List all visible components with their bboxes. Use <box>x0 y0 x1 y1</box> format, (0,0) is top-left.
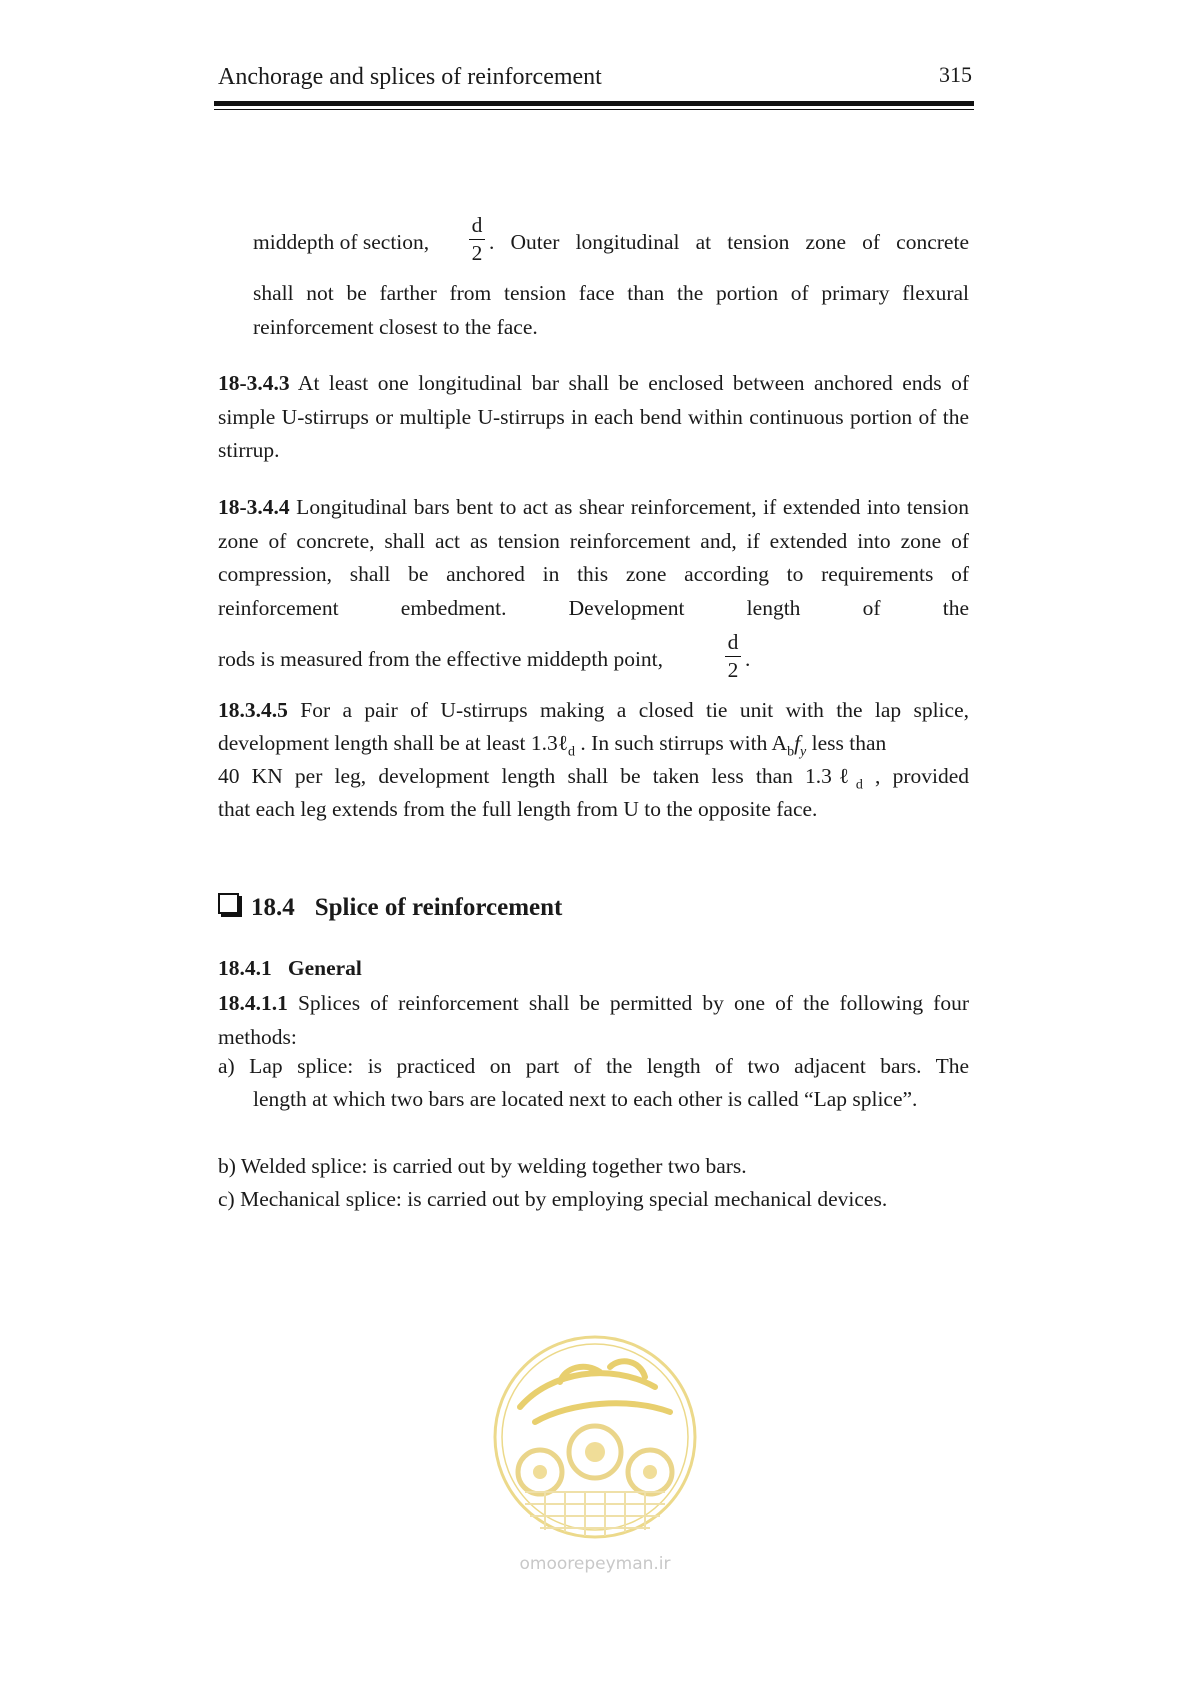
header-rule-thin <box>214 109 974 110</box>
clause-18-3-4-3 <box>218 367 969 468</box>
f-symbol: f <box>794 731 801 755</box>
page-number: 315 <box>939 62 972 87</box>
clause-18-3-4-4-last-line: rods is measured from the effective middepth point, <box>218 647 664 671</box>
p1-line-1a: middepth of section, <box>253 230 430 254</box>
clause-18-3-4-5-line-1 <box>218 698 969 723</box>
clause-text: For a pair of U-stirrups making a closed tie unit with the lap splice, <box>287 698 969 722</box>
period: . <box>745 647 751 671</box>
clause-18-3-4-5-line-3 <box>218 764 969 793</box>
ell-symbol: ℓ <box>557 731 569 755</box>
section-number: 18.4 <box>251 894 295 921</box>
section-heading <box>218 893 562 922</box>
text-run: , provided <box>862 764 969 788</box>
fraction-numerator: d <box>727 630 739 654</box>
clause-number: 18-3.4.4 <box>218 495 290 519</box>
fraction-denominator: 2 <box>727 658 739 682</box>
watermark-url: omoorepeyman.ir <box>519 1554 671 1574</box>
fraction-bar <box>469 239 485 240</box>
text-run: 40 KN per leg, development length shall be taken less than 1.3 <box>218 764 832 788</box>
clause-18-4-1-1 <box>218 987 969 1054</box>
clause-number: 18-3.4.3 <box>218 371 290 395</box>
text-run: less than <box>806 731 887 755</box>
text-run: development length shall be at least 1.3 <box>218 731 558 755</box>
fraction-denominator: 2 <box>471 241 483 265</box>
subscript-y: y <box>800 744 807 760</box>
subscript-b: b <box>787 744 795 760</box>
fraction-numerator: d <box>471 213 483 237</box>
text-run: . In such stirrups with A <box>575 731 788 755</box>
running-header <box>214 62 974 102</box>
clause-number: 18.4.1.1 <box>218 991 288 1015</box>
running-header-title: Anchorage and splices of reinforcement <box>218 64 602 90</box>
fraction-d-over-2 <box>725 631 741 681</box>
list-item-c: c) Mechanical splice: is carried out by employing special mechanical devices. <box>218 1187 888 1211</box>
clause-18-3-4-5-line-4: that each leg extends from the full length from U to the opposite face. <box>218 797 818 821</box>
watermark-logo <box>490 1332 700 1572</box>
subsection-heading: 18.4.1 General <box>218 956 362 980</box>
subscript-d: d <box>568 744 576 760</box>
checkbox-square-icon <box>218 893 239 914</box>
list-item-b: b) Welded splice: is carried out by welding together two bars. <box>218 1154 747 1178</box>
ell-symbol: ℓ <box>831 764 856 788</box>
header-rule-thick <box>214 101 974 106</box>
clause-number: 18.3.4.5 <box>218 698 288 722</box>
section-title: Splice of reinforcement <box>314 894 563 921</box>
clause-text: At least one longitudinal bar shall be enclosed between anchored ends of simple U-stirrups or multiple U-stirrups in each bend within continuous portion of the stirrup. <box>218 371 969 462</box>
p1-rest: shall not be farther from tension face than the portion of primary flexural reinforcement closest to the face. <box>253 281 969 339</box>
p1-line-1b: . Outer longitudinal at tension zone of concrete <box>489 230 969 254</box>
fraction-bar <box>725 656 741 657</box>
clause-18-3-4-4 <box>218 491 969 625</box>
list-item-a-rest: length at which two bars are located next to each other is called “Lap splice”. <box>253 1087 918 1111</box>
clause-18-3-4-5-line-2 <box>218 731 886 760</box>
list-item-a-line-1: a) Lap splice: is practiced on part of the length of two adjacent bars. The <box>218 1054 969 1078</box>
subscript-d: d <box>855 777 863 793</box>
clause-text: Splices of reinforcement shall be permitted by one of the following four methods: <box>218 991 969 1049</box>
fraction-d-over-2 <box>469 214 485 264</box>
clause-text: Longitudinal bars bent to act as shear reinforcement, if extended into tension zone of concrete, shall act as tension reinforcement and, if extended into zone of compression, shall be anchored in this zone according to requirements of reinforcement embedment. Development length of the <box>218 495 969 620</box>
